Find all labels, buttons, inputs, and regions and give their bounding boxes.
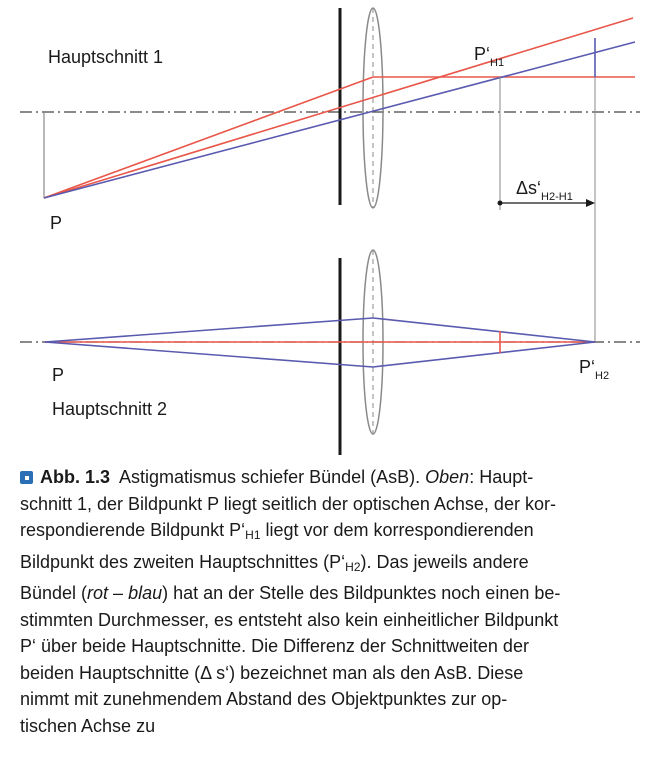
- label-delta-s: $\Delta s‘_{H2-H1}$: [516, 178, 573, 203]
- figure-box-icon: [20, 471, 33, 484]
- caption-line-5: [20, 580, 644, 607]
- caption-subscript: H2: [345, 559, 361, 574]
- caption-text: ) hat an der Stelle des Bildpunktes noch einen be-: [162, 583, 561, 603]
- red-ray-top-2: [44, 77, 373, 198]
- caption-text: ). Das jeweils andere: [360, 551, 529, 572]
- figure-number: Abb. 1.3: [40, 467, 111, 487]
- caption-line-6: stimmten Durchmesser, es entsteht also kein einheitlicher Bildpunkt: [20, 609, 559, 630]
- blue-ray-bottom-lower-2: [373, 342, 595, 367]
- label-hauptschnitt-1: Hauptschnitt 1: [48, 47, 164, 67]
- caption-text: respondierende Bildpunkt P: [20, 520, 242, 540]
- caption-prime: ‘: [241, 520, 246, 540]
- blue-ray-bottom-upper-1: [45, 318, 373, 342]
- delta-arrow-start: [498, 201, 503, 206]
- label-object-point-bottom: P: [52, 365, 65, 385]
- caption-line-1: [20, 464, 644, 491]
- caption-line-9: nimmt mit zunehmendem Abstand des Objektpunktes zur op-: [20, 689, 508, 709]
- caption-text: : Haupt-: [469, 467, 534, 487]
- caption-line-4: [20, 549, 644, 581]
- caption-line-3: [20, 517, 644, 549]
- caption-prime: ‘: [341, 551, 346, 572]
- caption-line-2: schnitt 1, der Bildpunkt P liegt seitlich der optischen Achse, der kor-: [20, 493, 556, 514]
- caption-line-10: tischen Achse zu: [20, 715, 156, 736]
- caption-text: Bildpunkt des zweiten Hauptschnittes (P: [20, 551, 342, 572]
- label-object-point-top: P: [50, 213, 63, 233]
- blue-ray-bottom-lower-1: [45, 342, 373, 367]
- delta-arrow-head: [586, 199, 595, 207]
- caption-text: Astigmatismus schiefer Bündel (AsB).: [119, 467, 426, 487]
- caption-italic: rot – blau: [87, 583, 163, 603]
- caption-line-8: beiden Hauptschnitte (Δ s‘) bezeichnet man als den AsB. Diese: [20, 662, 524, 683]
- label-image-point-h1: $P‘_{H1}$: [474, 44, 505, 69]
- caption-italic: Oben: [425, 467, 470, 487]
- label-image-point-h2: $P‘_{H2}$: [579, 357, 610, 382]
- caption-line-7: P‘ über beide Hauptschnitte. Die Differenz der Schnittweiten der: [20, 636, 529, 656]
- caption-text: liegt vor dem korrespondierenden: [260, 520, 534, 540]
- label-hauptschnitt-2: Hauptschnitt 2: [52, 399, 168, 419]
- figure-caption: [20, 464, 644, 739]
- caption-text: Bündel (: [20, 583, 88, 603]
- caption-subscript: H1: [245, 528, 261, 542]
- blue-ray-bottom-upper-2: [373, 318, 595, 342]
